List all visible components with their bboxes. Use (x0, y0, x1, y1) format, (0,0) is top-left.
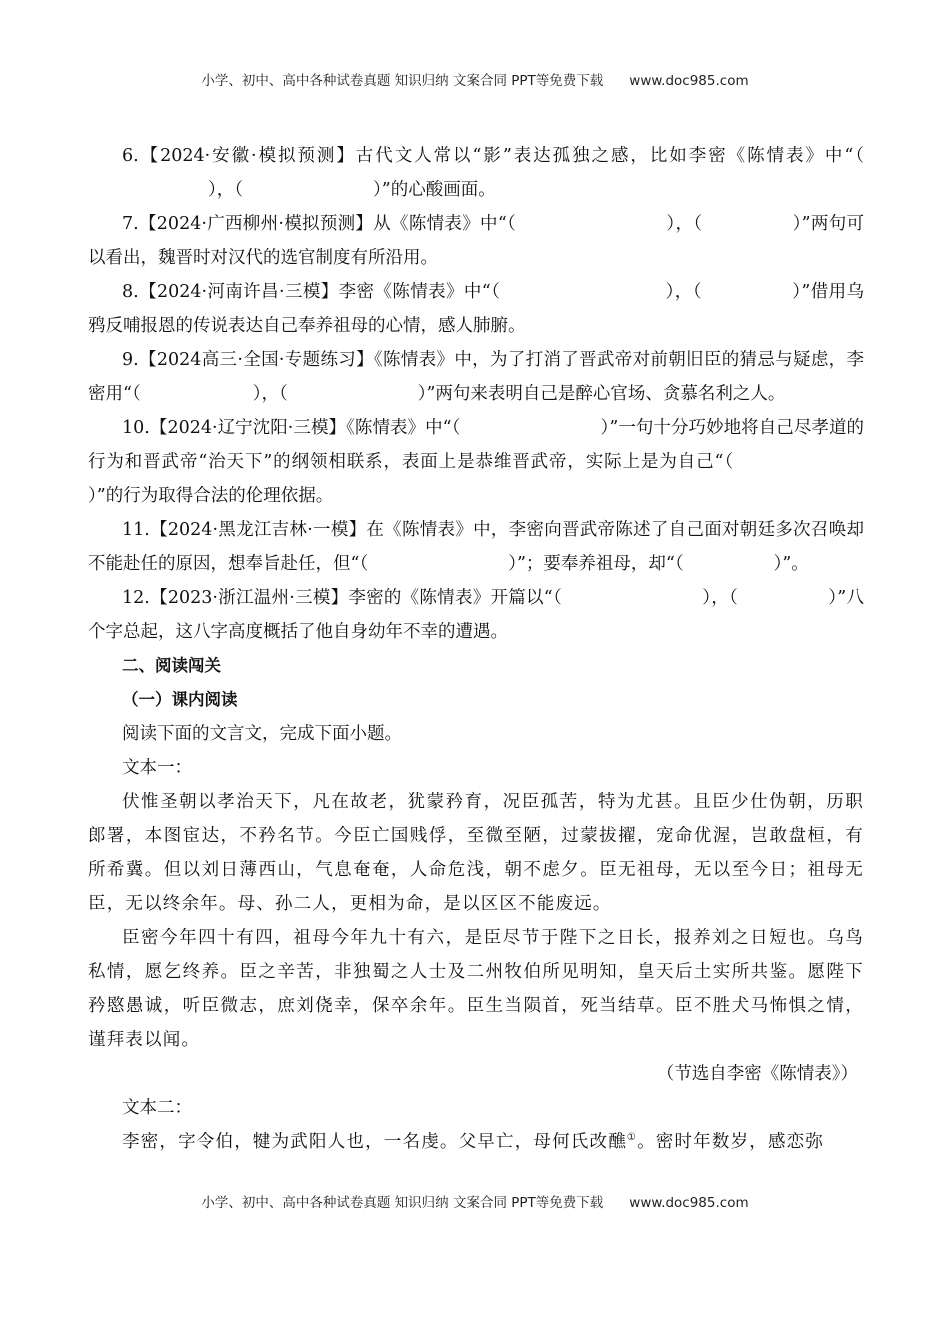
header-url[interactable]: www.doc985.com (629, 73, 749, 89)
footer-url[interactable]: www.doc985.com (629, 1195, 749, 1211)
question-12: 12.【2023·浙江温州·三模】李密的《陈情表》开篇以“（ ），（ ）”八个字总起，这八字高度概括了他自身幼年不幸的遭遇。 (88, 588, 864, 642)
page-footer (0, 1191, 950, 1211)
page-header (0, 69, 950, 89)
text2-label: 文本二： (122, 1098, 192, 1118)
question-7: 7.【2024·广西柳州·模拟预测】从《陈情表》中“（ ），（ ）”两句可以看出，魏晋时对汉代的选官制度有所沿用。 (88, 214, 864, 268)
question-6: 6.【2024·安徽·模拟预测】古代文人常以“影”表达孤独之感，比如李密《陈情表》中“（），（ ）”的心酸画面。 (122, 146, 864, 200)
question-8: 8.【2024·河南许昌·三模】李密《陈情表》中“（ ），（ ）”借用乌鸦反哺报恩的传说表达自己奉养祖母的心情，感人肺腑。 (88, 282, 864, 336)
question-11: 11.【2024·黑龙江吉林·一模】在《陈情表》中，李密向晋武帝陈述了自己面对朝廷多次召唤却不能赴任的原因，想奉旨赴任，但“（ ）”；要奉养祖母，却“（ ）”。 (88, 520, 864, 574)
instruction: 阅读下面的文言文，完成下面小题。 (122, 724, 402, 744)
text1-label: 文本一： (122, 758, 192, 778)
text1-paragraph-1: 伏惟圣朝以孝治天下，凡在故老，犹蒙矜育，况臣孤苦，特为尤甚。且臣少仕伪朝，历职郎署，本图宦达，不矜名节。今臣亡国贱俘，至微至陋，过蒙拔擢，宠命优渥，岂敢盘桓，有所希冀。但以刘日薄西山，气息奄奄，人命危浅，朝不虑夕。臣无祖母，无以至今日；祖母无臣，无以终余年。母、孙二人，更相为命，是以区区不能废远。 (88, 792, 864, 914)
question-9: 9.【2024高三·全国·专题练习】《陈情表》中，为了打消了晋武帝对前朝旧臣的猜忌与疑虑，李密用“（ ），（ ）”两句来表明自己是醉心官场、贪慕名利之人。 (88, 350, 864, 404)
text1-paragraph-2: 臣密今年四十有四，祖母今年九十有六，是臣尽节于陛下之日长，报养刘之日短也。乌鸟私情，愿乞终养。臣之辛苦，非独蜀之人士及二州牧伯所见明知，皇天后土实所共鉴。愿陛下矜愍愚诚，听臣微志，庶刘侥幸，保卒余年。臣生当陨首，死当结草。臣不胜犬马怖惧之情，谨拜表以闻。 (88, 928, 864, 1050)
text1-source: （节选自李密《陈情表》） (656, 1064, 858, 1084)
subsection-title: （一）课内阅读 (122, 690, 238, 709)
header-text: 小学、初中、高中各种试卷真题 知识归纳 文案合同 PPT等免费下载 (201, 73, 604, 89)
footer-text: 小学、初中、高中各种试卷真题 知识归纳 文案合同 PPT等免费下载 (201, 1195, 604, 1211)
footnote-marker[interactable]: ① (626, 1132, 638, 1144)
section-title: 二、阅读闯关 (122, 656, 221, 675)
question-10: 10.【2024·辽宁沈阳·三模】《陈情表》中“（ ）”一句十分巧妙地将自己尽孝道的行为和晋武帝“治天下”的纲领相联系，表面上是恭维晋武帝，实际上是为自己“（）”的行为取得合法的伦理依据。 (88, 418, 864, 506)
document-body (88, 139, 864, 1159)
text2-paragraph-1: 李密，字令伯，犍为武阳人也，一名虔。父早亡，母何氏改醮①。密时年数岁，感恋弥 (122, 1132, 825, 1152)
